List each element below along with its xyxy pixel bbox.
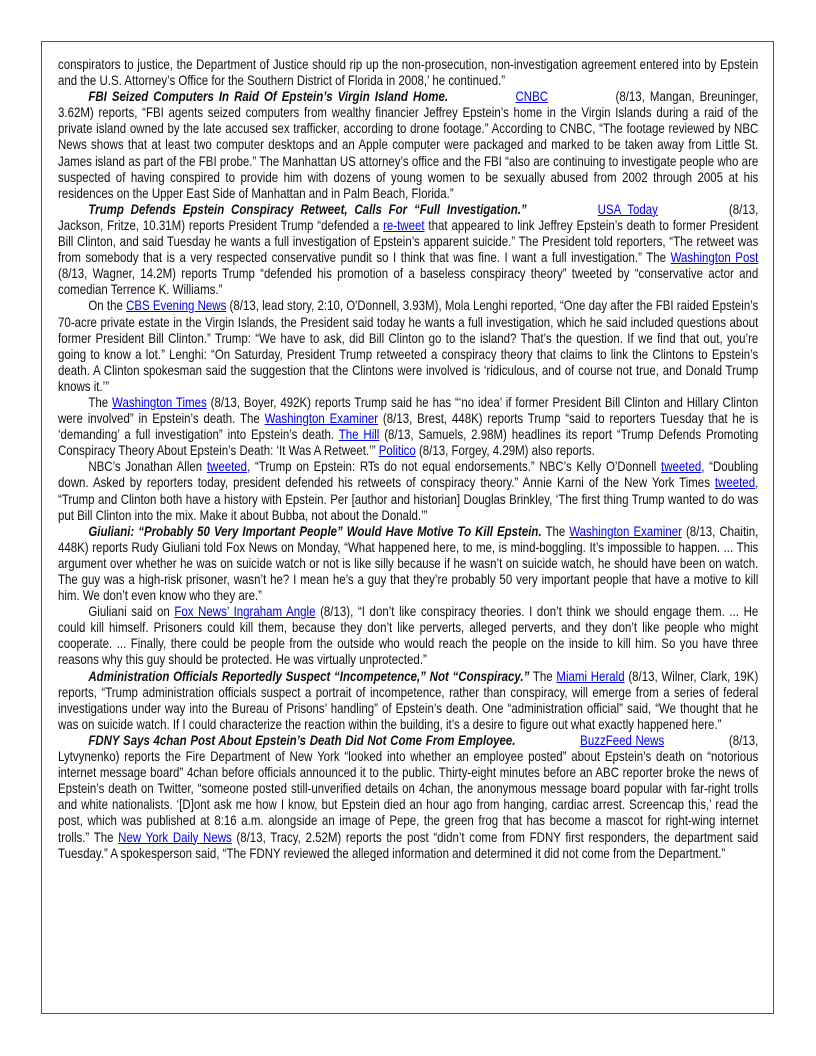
body-text: (8/13, Samuels, 2.98M) headlines its report “Trump Defends Promoting Conspiracy Theory About Epstein’s Death: ‘It Was A Retweet.’”: [58, 426, 759, 459]
body-text: that appeared to link Jeffrey Epstein’s death to former President Bill Clinton, and said Tuesday he wants a full investigation of Epstein’s apparent suicide.” The President told reporters, “The retweet was from somebody that is a very respected conservative pundit so I think that was fine. I want a full investigation.” The: [58, 216, 759, 266]
source-link[interactable]: USA Today: [597, 200, 658, 217]
source-link[interactable]: Washington Post: [670, 249, 759, 266]
body-text: (8/13, Forgey, 4.29M) also reports.: [415, 442, 595, 459]
story-headline: Trump Defends Epstein Conspiracy Retweet, Calls For “Full Investigation.”: [88, 200, 527, 217]
body-text: (8/13, Jackson, Fritze, 10.31M) reports President Trump “defended a: [58, 200, 759, 233]
source-link[interactable]: tweeted: [714, 474, 756, 491]
source-link[interactable]: Washington Examiner: [264, 410, 379, 427]
source-link[interactable]: The Hill: [338, 426, 380, 443]
body-text: (8/13, Mangan, Breuninger, 3.62M) reports, “FBI agents seized computers from wealthy financier Jeffrey Epstein’s home in the Virgin Islands during a raid of the private island owned by the late accused sex trafficker, according to drone footage.” According to CNBC, “The footage reviewed by NBC News shows that at least two computer desktops and an Apple computer were packaged and marked to be taken away from Little St. James island as part of the FBI probe.” The Manhattan US attorney’s office and the FBI “also are continuing to investigate people who are suspected of having conspired to provide him with dozens of young women to be sexually abused from 2002 through 2005 at his residences on the Upper East Side of Manhattan and in Palm Beach, Florida.”: [58, 88, 759, 201]
paragraph: [58, 394, 758, 458]
source-link[interactable]: Washington Examiner: [569, 522, 682, 539]
body-text: , “Trump and Clinton both have a history with Epstein. Per [author and historian] Douglas Brinkley, ‘The first thing Trump wanted to do was put Bill Clinton into the mix. Make it about Bubba, not about the Donald.’”: [58, 474, 759, 523]
source-link[interactable]: tweeted: [661, 458, 702, 475]
source-link[interactable]: CNBC: [515, 88, 549, 105]
body-text: (8/13, Chaitin, 448K) reports Rudy Giuliani told Fox News on Monday, “What happened here, to me, is mind-boggling. It’s impossible to happen. ... This argument over whether he was on suicide watch or not is like silly because if he wasn’t on suicide watch, he should have been on watch. The guy was a high-risk prisoner, wasn’t he? I mean he’s a guy that they’re probably 50 very important people that have a motive to kill him. We don’t even know who they are.”: [58, 522, 759, 604]
source-link[interactable]: New York Daily News: [118, 828, 232, 845]
paragraph: [58, 56, 758, 88]
body-text: The: [88, 393, 113, 410]
body-text: , “Trump on Epstein: RTs do not equal endorsements.” NBC’s Kelly O’Donnell: [247, 458, 662, 475]
source-link[interactable]: Fox News’ Ingraham Angle: [174, 603, 316, 620]
body-text: (8/13, Tracy, 2.52M) reports the post “didn’t come from FDNY first responders, the department said Tuesday.” A spokesperson said, “The FDNY reviewed the alleged information and determined it did not come from the Department.”: [58, 828, 759, 861]
paragraph: [58, 668, 758, 732]
source-link[interactable]: Miami Herald: [556, 667, 625, 684]
paragraph: [58, 201, 758, 298]
paragraph: [58, 523, 758, 603]
body-text: (8/13, Boyer, 492K) reports Trump said he has “‘no idea’ if former President Bill Clinton and Hillary Clinton were involved” in Epstein’s death. The: [58, 393, 759, 427]
source-link[interactable]: BuzzFeed News: [580, 731, 665, 748]
paragraph: [58, 88, 758, 201]
body-text: (8/13, Brest, 448K) reports Trump “said to reporters Tuesday that he is ‘demanding’ a full investigation” into Epstein’s death.: [58, 410, 759, 443]
story-headline: FBI Seized Computers In Raid Of Epstein’s Virgin Island Home.: [88, 88, 449, 105]
source-link[interactable]: tweeted: [206, 458, 248, 475]
story-headline: FDNY Says 4chan Post About Epstein’s Death Did Not Come From Employee.: [88, 731, 516, 748]
body-text: , “Doubling down. Asked by reporters today, president defended his retweets of conspiracy theory.” Annie Karni of the New York Times: [58, 458, 759, 491]
source-link[interactable]: re-tweet: [383, 216, 425, 233]
body-text: NBC’s Jonathan Allen: [88, 458, 207, 475]
body-text: Giuliani said on: [88, 603, 175, 620]
body-text: The: [529, 667, 557, 684]
document-body: [58, 56, 758, 861]
body-text: conspirators to justice, the Department of Justice should rip up the non-prosecution, non-investigation agreement entered into by Epstein and the U.S. Attorney’s Office for the Southern District of Florida in 2008,’ he continued.”: [58, 56, 759, 89]
body-text: (8/13, Lytvynenko) reports the Fire Department of New York “looked into whether an employee posted” about Epstein’s death on “notorious internet message board” 4chan before officials announced it to the public. Thirty-eight minutes before an ABC reporter broke the news of Epstein’s death on Twitter, “someone posted still-unverified details on 4chan, the anonymous message board popular with far-right trolls and white nationalists. ‘[D]ont ask me how I know, but Epstein died an hour ago from hanging, cardiac arrest. Screencap this,’ read the post, which was published at 8:16 a.m. alongside an image of Pepe, the green frog that has become a mascot for right-wing internet trolls.” The: [58, 731, 759, 845]
story-headline: Administration Officials Reportedly Suspect “Incompetence,” Not “Conspiracy.”: [88, 667, 530, 684]
body-text: (8/13, Wagner, 14.2M) reports Trump “defended his promotion of a baseless conspiracy theory” tweeted by “conservative actor and comedian Terrence K. Williams.”: [58, 265, 759, 298]
paragraph: [58, 297, 758, 394]
source-link[interactable]: Politico: [378, 442, 416, 459]
body-text: (8/13, Wilner, Clark, 19K) reports, “Trump administration officials suspect a portrait of incompetence, rather than conspiracy, will emerge from a series of federal investigations under way into the Bureau of Prisons’ handling” of Epstein’s death. One “administration official” said, “We thought that he was on suicide watch. If I could characterize the reaction within the building, it’s a desire to figure out what exactly happened here.”: [58, 667, 759, 732]
paragraph: [58, 458, 758, 522]
body-text: (8/13), “I don’t like conspiracy theories. I don’t think we should engage them. ... He could kill himself. Prisoners could kill them, because they don’t like perverts, alleged perverts, and they don’t like people who might cooperate. ... Finally, there could be people from the outside who would reach the people on the inside to kill him. So you have three reasons why this guy should be protected. He was virtually unprotected.”: [58, 603, 759, 668]
body-text: (8/13, lead story, 2:10, O'Donnell, 3.93M), Mola Lenghi reported, “One day after the FBI raided Epstein’s 70-acre private estate in the Virgin Islands, the President said today he wants a full investigation, which he said included questions about former President Bill Clinton.” Trump: “We have to ask, did Bill Clinton go to the island? That’s the question. If we find that out, you’re going to know a lot.” Lenghi: “On Saturday, President Trump retweeted a conspiracy theory that claims to link the Clintons to Epstein’s death. A Clinton spokesman said the suggestion that the Clintons were involved is ‘ridiculous, and of course not true, and Donald Trump knows it.’”: [58, 297, 759, 394]
paragraph: [58, 603, 758, 667]
body-text: On the: [88, 297, 127, 314]
source-link[interactable]: Washington Times: [112, 393, 207, 410]
body-text: The: [541, 522, 570, 539]
story-headline: Giuliani: “Probably 50 Very Important People” Would Have Motive To Kill Epstein.: [88, 522, 542, 539]
paragraph: [58, 732, 758, 861]
source-link[interactable]: CBS Evening News: [126, 297, 227, 314]
